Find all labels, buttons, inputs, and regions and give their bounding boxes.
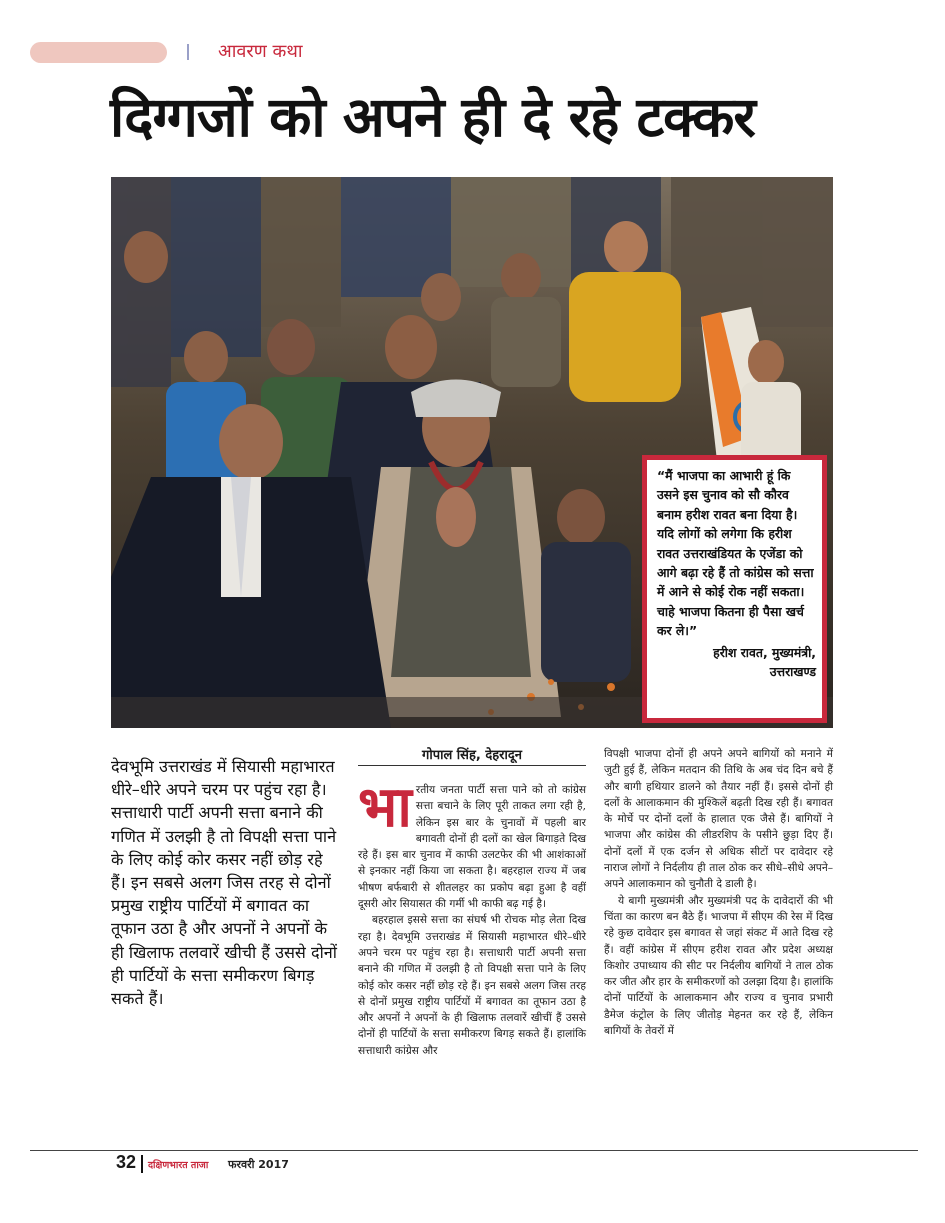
section-label: आवरण कथा — [218, 41, 303, 62]
pull-quote-text: “मैं भाजपा का आभारी हूं कि उसने इस चुनाव को सौ कौरव बनाम हरीश रावत बना दिया है। यदि लोगों को लगेगा कि हरीश रावत उत्तराखंडियत के एजेंडा को आगे बढ़ा रहे हैं तो कांग्रेस को सत्ता में आने से कोई रोक नहीं सकता। चाहे भाजपा कितना ही पैसा खर्च कर ले।” — [657, 468, 814, 639]
article-paragraph: विपक्षी भाजपा दोनों ही अपने अपने बागियों को मनाने में जुटी हुई हैं, लेकिन मतदान की तिथि के अब चंद दिन बचे हैं और बागी हथियार डालने को तैयार नहीं हैं। इससे दोनों ही दलों के आलाकमान की मुश्किलें बढ़ती दिख रही हैं। बगावत के मोर्चे पर दोनों दलों के हालात एक जैसे हैं। बागियों ने भाजपा और कांग्रेस की लीडरशिप के पसीने छुड़ा दिए हैं। दोनों दलों में एक दर्जन से अधिक सीटों पर दावेदार रहे नाराज लोगों ने निर्दलीय ही ताल ठोक कर सीधे–सीधे अपने–अपने आलाकमान को चुनौती दे डाली है। — [604, 748, 833, 891]
magazine-logo: दक्षिणभारत ताजा — [148, 1160, 209, 1171]
lede-summary: देवभूमि उत्तराखंड में सियासी महाभारत धीरे–धीरे अपने चरम पर पहुंच रहा है। सत्ताधारी पार्टी अपनी सत्ता बनाने की गणित में उलझी है तो विपक्षी सत्ता पाने के लिए कोई कोर कसर नहीं छोड़ रहे हैं। इन सबसे अलग जिस तरह से दोनों प्रमुख राष्ट्रीय पार्टियों में बगावत का तूफान उठा है और अपनों ने अपनों के ही खिलाफ तलवारें खीची हैं उससे दोनों ही पार्टियों के सत्ता समीकरण बिगड़ सकते हैं। — [111, 757, 337, 1009]
pull-quote-place: उत्तराखण्ड — [769, 664, 816, 680]
byline-divider — [358, 765, 586, 766]
section-tag-bar — [30, 42, 167, 63]
headline: दिग्गजों को अपने ही दे रहे टक्कर — [110, 85, 755, 149]
article-column-1 — [358, 775, 586, 1059]
byline: गोपाल सिंह, देहरादून — [422, 748, 522, 763]
pull-quote-speaker: हरीश रावत, मुख्यमंत्री, — [713, 644, 816, 660]
article-paragraph: बहरहाल इससे सत्ता का संघर्ष भी रोचक मोड़ लेता दिख रहा है। देवभूमि उत्तराखंड में सियासी महाभारत धीरे–धीरे अपने चरम पर पहुंच रहा है। सत्ताधारी पार्टी अपनी सत्ता बनाने की गणित में उलझी है तो विपक्षी सत्ता पाने के लिए कोई कोर कसर नहीं छोड़ रहे हैं। इन सबसे अलग जिस तरह से दोनों प्रमुख राष्ट्रीय पार्टियों में बगावत का तूफान उठा है और अपनों ने अपनों के ही खिलाफ तलवारें खीचीं हैं उससे दोनों ही पार्टियों के सत्ता समीकरण बिगड़ सकते हैं। हालांकि सत्ताधारी कांग्रेस और — [358, 914, 586, 1057]
section-divider — [187, 44, 189, 60]
issue-date: फरवरी 2017 — [228, 1158, 289, 1171]
footer-separator — [141, 1155, 143, 1173]
pull-quote-attribution — [657, 643, 816, 682]
article-paragraph-text: रतीय जनता पार्टी सत्ता पाने को तो कांग्रेस सत्ता बचाने के लिए पूरी ताकत लगा रही है, लेकिन इस बार के चुनावों में पहली बार बगावती दोनों ही दलों का खेल बिगाड़ते दिख रहे हैं। इस बार चुनाव में काफी उलटफेर की भी आशंकाओं से इनकार नहीं किया जा सकता है। बहरहाल राज्य में जब भीषण बर्फबारी से शीतलहर का प्रकोप बढ़ा हुआ है वहीं दूसरी ओर सियासत की गर्मी भी काफी बढ़ गई है। — [358, 784, 586, 911]
footer-divider — [30, 1150, 918, 1151]
article-paragraph: ये बागी मुख्यमंत्री और मुख्यमंत्री पद के दावेदारों की भी चिंता का कारण बन बैठे हैं। भाजपा में सीएम की रेस में दिख रहे कुछ दावेदार इस बगावत से जहां संकट में आते दिख रहे हैं। वहीं कांग्रेस में सीएम हरीश रावत और प्रदेश अध्यक्ष किशोर उपाध्याय की सीट पर निर्दलीय बागियों ने ताल ठोक कर जीत और हार के समीकरणों को उलझा दिया है। हालांकि दोनों पार्टियों के आलाकमान और राज्य व चुनाव प्रभारी डैमेज कंट्रोल के लिए जीतोड़ मेहनत कर रहे हैं, लेकिन बागियों के तेवरों में — [604, 894, 833, 1038]
article-column-2 — [604, 746, 833, 1039]
drop-cap: भा — [358, 775, 412, 840]
page-number: 32 — [116, 1152, 137, 1172]
article-paragraph — [358, 775, 586, 912]
pull-quote — [642, 455, 827, 723]
